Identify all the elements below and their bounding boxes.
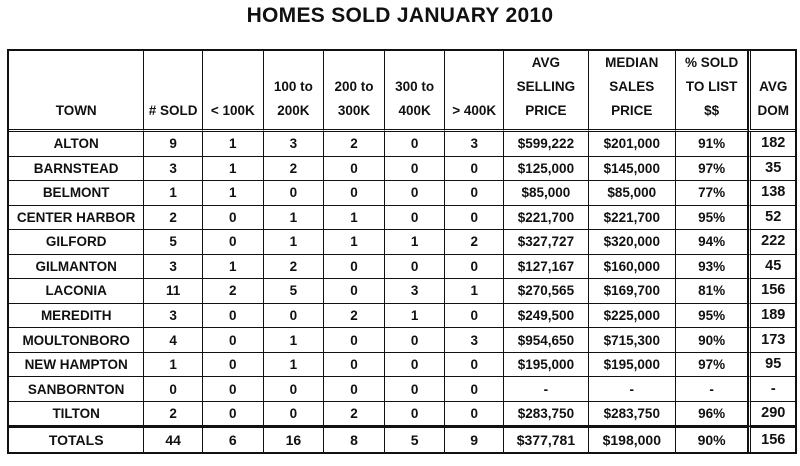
cell-median-sales-price: - — [589, 377, 676, 402]
cell-100-200k: 0 — [264, 402, 325, 427]
cell-total-under-100k: 6 — [203, 426, 264, 452]
cell-avg-selling-price: $127,167 — [504, 255, 589, 280]
cell-avg-selling-price: $249,500 — [504, 304, 589, 329]
table-row — [9, 255, 795, 280]
cell-total-200-300k: 8 — [324, 426, 385, 452]
cell-300-400k: 0 — [385, 181, 446, 206]
cell-avg-dom: 189 — [748, 304, 795, 329]
cell-median-sales-price: $145,000 — [589, 157, 676, 182]
cell-totals-label: TOTALS — [9, 426, 144, 452]
homes-sold-table — [7, 49, 797, 454]
cell-over-400k: 0 — [445, 157, 504, 182]
table-row — [9, 304, 795, 329]
cell-100-200k: 1 — [264, 328, 325, 353]
cell-200-300k: 0 — [324, 353, 385, 378]
cell-town: TILTON — [9, 402, 144, 427]
cell-over-400k: 3 — [445, 132, 504, 157]
col-header-median-sales-price: MEDIAN SALES PRICE — [589, 51, 676, 132]
cell-100-200k: 0 — [264, 377, 325, 402]
cell-avg-dom: 95 — [748, 353, 795, 378]
cell-under-100k: 0 — [203, 353, 264, 378]
table-row — [9, 230, 795, 255]
page-title: HOMES SOLD JANUARY 2010 — [246, 4, 554, 27]
cell-100-200k: 0 — [264, 181, 325, 206]
table-row — [9, 377, 795, 402]
cell-town: MOULTONBORO — [9, 328, 144, 353]
cell-300-400k: 1 — [385, 304, 446, 329]
col-header-town: TOWN — [9, 51, 144, 132]
cell-avg-selling-price: $954,650 — [504, 328, 589, 353]
cell-200-300k: 0 — [324, 255, 385, 280]
table-row — [9, 181, 795, 206]
cell-avg-dom: 138 — [748, 181, 795, 206]
cell-median-sales-price: $283,750 — [589, 402, 676, 427]
cell-300-400k: 0 — [385, 255, 446, 280]
cell-sold: 2 — [144, 402, 203, 427]
cell-avg-selling-price: $270,565 — [504, 279, 589, 304]
cell-avg-selling-price: $85,000 — [504, 181, 589, 206]
cell-over-400k: 0 — [445, 353, 504, 378]
cell-100-200k: 1 — [264, 230, 325, 255]
cell-300-400k: 0 — [385, 206, 446, 231]
cell-avg-selling-price: $599,222 — [504, 132, 589, 157]
cell-total-sold: 44 — [144, 426, 203, 452]
cell-under-100k: 1 — [203, 181, 264, 206]
cell-200-300k: 0 — [324, 157, 385, 182]
cell-under-100k: 0 — [203, 402, 264, 427]
cell-town: SANBORNTON — [9, 377, 144, 402]
cell-pct-sold-to-list: 96% — [676, 402, 749, 427]
cell-pct-sold-to-list: 91% — [676, 132, 749, 157]
cell-300-400k: 3 — [385, 279, 446, 304]
totals-row — [9, 426, 795, 452]
cell-avg-dom: 156 — [748, 279, 795, 304]
cell-median-sales-price: $169,700 — [589, 279, 676, 304]
table-row — [9, 353, 795, 378]
cell-300-400k: 0 — [385, 132, 446, 157]
table-header — [9, 51, 795, 132]
col-header-100-200k: 100 to 200K — [264, 51, 325, 132]
col-header-avg-dom: AVG DOM — [748, 51, 795, 132]
cell-pct-sold-to-list: 90% — [676, 328, 749, 353]
cell-200-300k: 0 — [324, 279, 385, 304]
cell-sold: 3 — [144, 255, 203, 280]
cell-over-400k: 1 — [445, 279, 504, 304]
table-body — [9, 132, 795, 452]
cell-100-200k: 3 — [264, 132, 325, 157]
cell-sold: 2 — [144, 206, 203, 231]
cell-town: CENTER HARBOR — [9, 206, 144, 231]
cell-under-100k: 0 — [203, 230, 264, 255]
cell-sold: 5 — [144, 230, 203, 255]
cell-median-sales-price: $160,000 — [589, 255, 676, 280]
cell-200-300k: 0 — [324, 328, 385, 353]
cell-avg-selling-price: - — [504, 377, 589, 402]
cell-200-300k: 0 — [324, 377, 385, 402]
cell-under-100k: 1 — [203, 132, 264, 157]
cell-200-300k: 2 — [324, 402, 385, 427]
cell-300-400k: 0 — [385, 328, 446, 353]
cell-100-200k: 2 — [264, 255, 325, 280]
cell-100-200k: 2 — [264, 157, 325, 182]
cell-pct-sold-to-list: 94% — [676, 230, 749, 255]
cell-total-over-400k: 9 — [445, 426, 504, 452]
cell-sold: 4 — [144, 328, 203, 353]
cell-100-200k: 1 — [264, 353, 325, 378]
cell-300-400k: 0 — [385, 377, 446, 402]
table-row — [9, 328, 795, 353]
cell-median-sales-price: $320,000 — [589, 230, 676, 255]
cell-over-400k: 0 — [445, 255, 504, 280]
cell-pct-sold-to-list: 93% — [676, 255, 749, 280]
cell-avg-selling-price: $327,727 — [504, 230, 589, 255]
cell-pct-sold-to-list: - — [676, 377, 749, 402]
cell-sold: 1 — [144, 181, 203, 206]
cell-sold: 3 — [144, 304, 203, 329]
cell-200-300k: 2 — [324, 304, 385, 329]
col-header-300-400k: 300 to 400K — [385, 51, 446, 132]
cell-town: BARNSTEAD — [9, 157, 144, 182]
cell-under-100k: 1 — [203, 255, 264, 280]
cell-avg-selling-price: $221,700 — [504, 206, 589, 231]
cell-median-sales-price: $201,000 — [589, 132, 676, 157]
cell-pct-sold-to-list: 95% — [676, 304, 749, 329]
cell-300-400k: 1 — [385, 230, 446, 255]
table-row — [9, 402, 795, 427]
cell-avg-dom: 173 — [748, 328, 795, 353]
cell-avg-dom: 45 — [748, 255, 795, 280]
cell-sold: 9 — [144, 132, 203, 157]
cell-over-400k: 3 — [445, 328, 504, 353]
cell-median-sales-price: $225,000 — [589, 304, 676, 329]
cell-median-sales-price: $221,700 — [589, 206, 676, 231]
cell-town: GILFORD — [9, 230, 144, 255]
cell-300-400k: 0 — [385, 157, 446, 182]
cell-under-100k: 0 — [203, 328, 264, 353]
col-header-under-100k: < 100K — [203, 51, 264, 132]
cell-sold: 1 — [144, 353, 203, 378]
cell-avg-dom: 290 — [748, 402, 795, 427]
cell-avg-dom: - — [748, 377, 795, 402]
cell-avg-dom: 182 — [748, 132, 795, 157]
cell-total-300-400k: 5 — [385, 426, 446, 452]
cell-pct-sold-to-list: 97% — [676, 157, 749, 182]
cell-over-400k: 0 — [445, 181, 504, 206]
cell-avg-selling-price: $195,000 — [504, 353, 589, 378]
cell-town: MEREDITH — [9, 304, 144, 329]
cell-100-200k: 1 — [264, 206, 325, 231]
cell-total-median-sales-price: $198,000 — [589, 426, 676, 452]
cell-200-300k: 0 — [324, 181, 385, 206]
cell-300-400k: 0 — [385, 402, 446, 427]
cell-300-400k: 0 — [385, 353, 446, 378]
cell-over-400k: 0 — [445, 377, 504, 402]
table-row — [9, 279, 795, 304]
cell-under-100k: 0 — [203, 377, 264, 402]
cell-avg-dom: 222 — [748, 230, 795, 255]
cell-median-sales-price: $715,300 — [589, 328, 676, 353]
cell-under-100k: 1 — [203, 157, 264, 182]
cell-town: ALTON — [9, 132, 144, 157]
cell-avg-selling-price: $125,000 — [504, 157, 589, 182]
cell-sold: 11 — [144, 279, 203, 304]
col-header-avg-selling-price: AVG SELLING PRICE — [504, 51, 589, 132]
cell-over-400k: 0 — [445, 304, 504, 329]
col-header-over-400k: > 400K — [445, 51, 504, 132]
cell-total-100-200k: 16 — [264, 426, 325, 452]
cell-total-pct-sold-to-list: 90% — [676, 426, 749, 452]
cell-sold: 3 — [144, 157, 203, 182]
cell-town: NEW HAMPTON — [9, 353, 144, 378]
cell-100-200k: 5 — [264, 279, 325, 304]
col-header-200-300k: 200 to 300K — [324, 51, 385, 132]
cell-town: LACONIA — [9, 279, 144, 304]
cell-median-sales-price: $195,000 — [589, 353, 676, 378]
cell-pct-sold-to-list: 97% — [676, 353, 749, 378]
table-row — [9, 206, 795, 231]
cell-avg-selling-price: $283,750 — [504, 402, 589, 427]
cell-pct-sold-to-list: 81% — [676, 279, 749, 304]
header-row — [9, 51, 795, 132]
cell-pct-sold-to-list: 77% — [676, 181, 749, 206]
col-header-pct-sold-to-list: % SOLD TO LIST $$ — [676, 51, 749, 132]
cell-sold: 0 — [144, 377, 203, 402]
cell-total-avg-dom: 156 — [748, 426, 795, 452]
cell-under-100k: 0 — [203, 206, 264, 231]
cell-avg-dom: 52 — [748, 206, 795, 231]
cell-pct-sold-to-list: 95% — [676, 206, 749, 231]
cell-over-400k: 0 — [445, 206, 504, 231]
cell-median-sales-price: $85,000 — [589, 181, 676, 206]
cell-200-300k: 2 — [324, 132, 385, 157]
cell-town: BELMONT — [9, 181, 144, 206]
cell-100-200k: 0 — [264, 304, 325, 329]
cell-200-300k: 1 — [324, 230, 385, 255]
cell-200-300k: 1 — [324, 206, 385, 231]
table-row — [9, 157, 795, 182]
cell-total-avg-selling-price: $377,781 — [504, 426, 589, 452]
cell-town: GILMANTON — [9, 255, 144, 280]
cell-over-400k: 2 — [445, 230, 504, 255]
cell-under-100k: 0 — [203, 304, 264, 329]
cell-under-100k: 2 — [203, 279, 264, 304]
col-header-sold: # SOLD — [144, 51, 203, 132]
cell-over-400k: 0 — [445, 402, 504, 427]
cell-avg-dom: 35 — [748, 157, 795, 182]
table-row — [9, 132, 795, 157]
